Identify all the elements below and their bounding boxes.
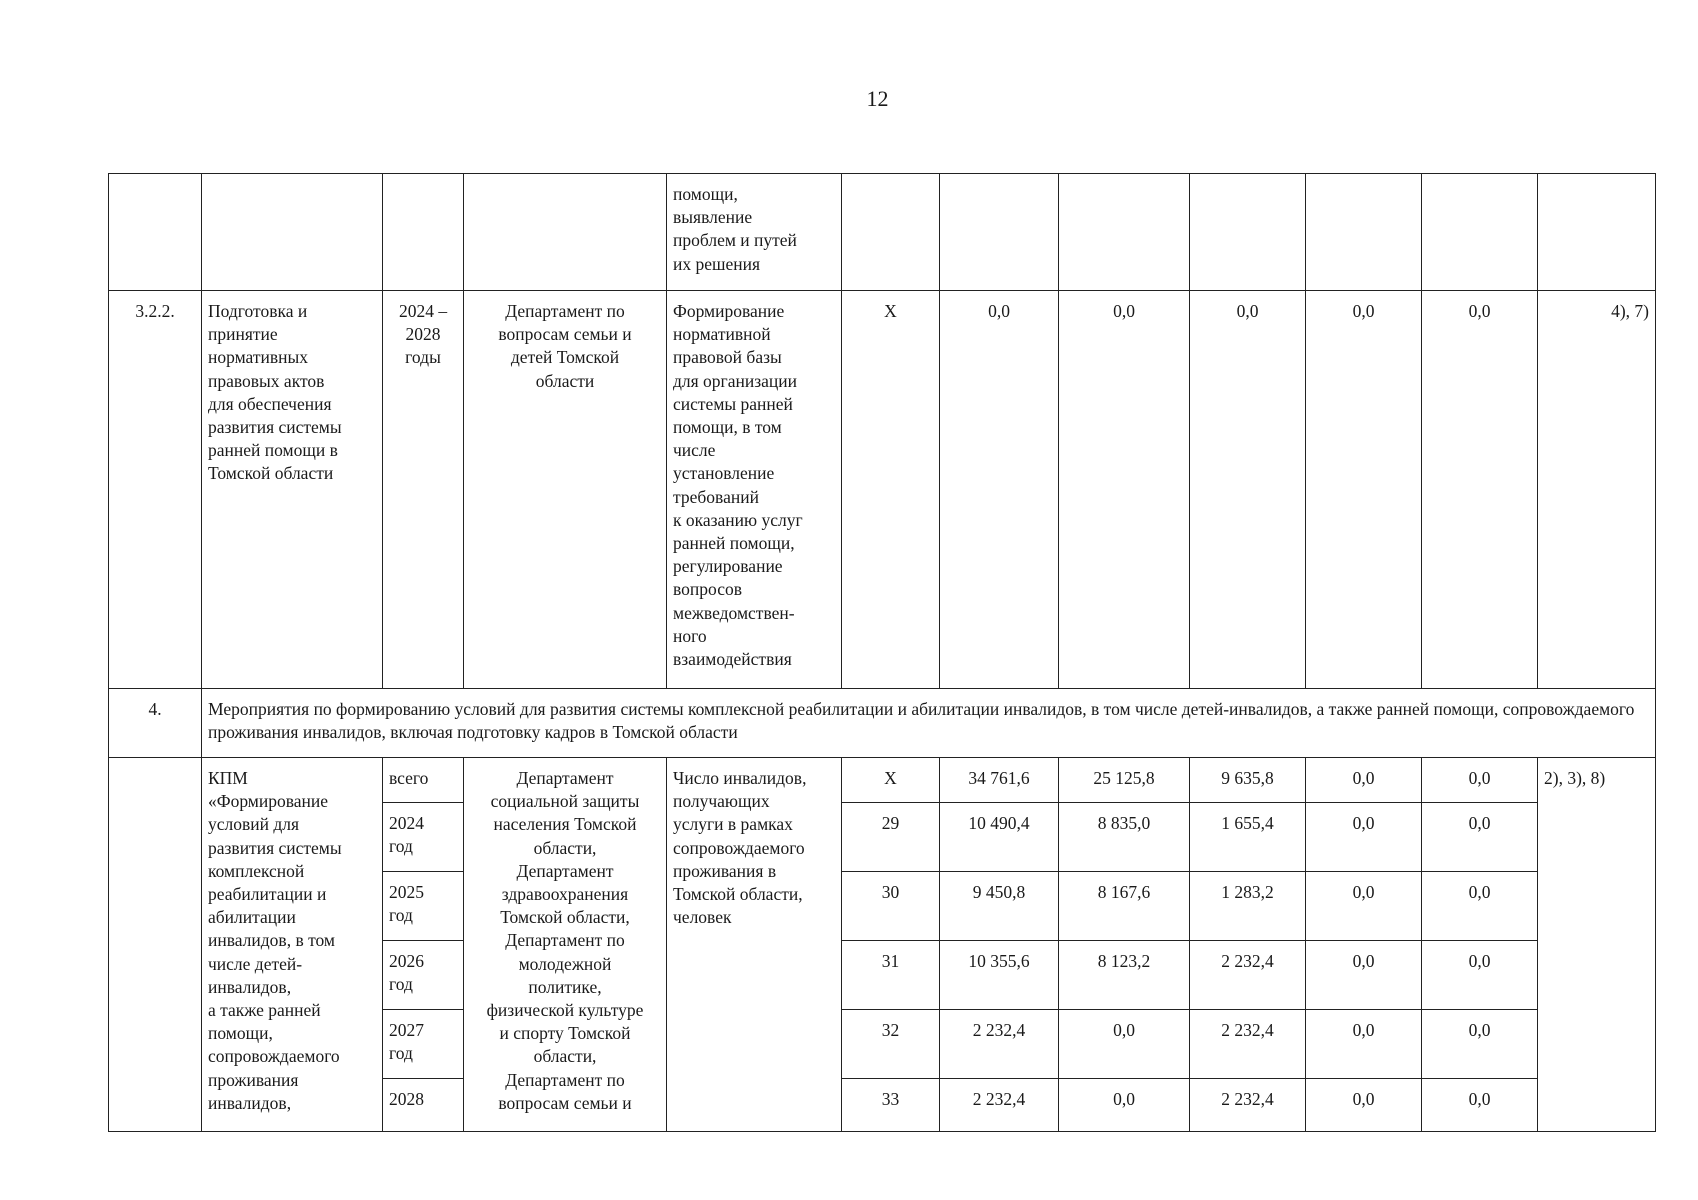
- period-cell: 2027 год: [383, 1010, 464, 1079]
- table-row-continuation: [109, 174, 1656, 291]
- indicator-cell: 30: [842, 872, 940, 941]
- period-cell: 2025 год: [383, 872, 464, 941]
- other-cell: 0,0: [1422, 941, 1538, 1010]
- table-row-section-4: [109, 689, 1656, 758]
- cell-empty: [109, 174, 202, 291]
- total-cell: 0,0: [940, 291, 1059, 689]
- federal-cell: 25 125,8: [1059, 758, 1190, 803]
- table-row-kpm-total: [109, 758, 1656, 803]
- kpm-name: КПМ «Формирование условий для развития системы комплексной реабилитации и абилитации инвалидов, в том числе детей- инвалидов, а также ранней помощи, сопровождаемого проживания инвалидов,: [202, 758, 383, 1132]
- local-cell: 0,0: [1306, 291, 1422, 689]
- federal-cell: 8 123,2: [1059, 941, 1190, 1010]
- period-cell: 2026 год: [383, 941, 464, 1010]
- other-cell: 0,0: [1422, 1010, 1538, 1079]
- local-cell: 0,0: [1306, 941, 1422, 1010]
- local-cell: 0,0: [1306, 872, 1422, 941]
- cell-empty: [1059, 174, 1190, 291]
- period-cell: 2024 – 2028 годы: [383, 291, 464, 689]
- total-cell: 34 761,6: [940, 758, 1059, 803]
- local-cell: 0,0: [1306, 758, 1422, 803]
- indicator-cell: X: [842, 291, 940, 689]
- cell-empty: [464, 174, 667, 291]
- federal-cell: 0,0: [1059, 1010, 1190, 1079]
- regional-cell: 2 232,4: [1190, 1010, 1306, 1079]
- kpm-executor: Департамент социальной защиты населения Томской области, Департамент здравоохранения Томской области, Департамент по молодежной политике, физической культуре и спорту Томской области, Департамент по вопросам семьи и: [464, 758, 667, 1132]
- row-number: 3.2.2.: [109, 291, 202, 689]
- regional-cell: 0,0: [1190, 291, 1306, 689]
- local-cell: 0,0: [1306, 1079, 1422, 1132]
- regional-cell: 2 232,4: [1190, 1079, 1306, 1132]
- kpm-notes: 2), 3), 8): [1538, 758, 1656, 1132]
- period-cell: всего: [383, 758, 464, 803]
- other-cell: 0,0: [1422, 758, 1538, 803]
- total-cell: 10 355,6: [940, 941, 1059, 1010]
- cell-empty: [202, 174, 383, 291]
- regional-cell: 9 635,8: [1190, 758, 1306, 803]
- local-cell: 0,0: [1306, 1010, 1422, 1079]
- cell-empty: [383, 174, 464, 291]
- total-cell: 10 490,4: [940, 803, 1059, 872]
- other-cell: 0,0: [1422, 1079, 1538, 1132]
- indicator-cell: 29: [842, 803, 940, 872]
- indicator-cell: 31: [842, 941, 940, 1010]
- regional-cell: 1 283,2: [1190, 872, 1306, 941]
- page-number: 12: [866, 86, 889, 111]
- section-number: 4.: [109, 689, 202, 758]
- period-cell: 2028: [383, 1079, 464, 1132]
- period-cell: 2024 год: [383, 803, 464, 872]
- other-cell: 0,0: [1422, 872, 1538, 941]
- total-cell: 2 232,4: [940, 1010, 1059, 1079]
- result-cell: помощи, выявление проблем и путей их решения: [667, 174, 842, 291]
- kpm-result: Число инвалидов, получающих услуги в рамках сопровождаемого проживания в Томской области, человек: [667, 758, 842, 1132]
- other-cell: 0,0: [1422, 803, 1538, 872]
- cell-empty: [109, 758, 202, 1132]
- section-title: Мероприятия по формированию условий для развития системы комплексной реабилитации и абилитации инвалидов, в том числе детей-инвалидов, а также ранней помощи, сопровождаемого проживания инвалидов, включая подготовку кадров в Томской области: [202, 689, 1656, 758]
- indicator-cell: X: [842, 758, 940, 803]
- executor-cell: Департамент по вопросам семьи и детей Томской области: [464, 291, 667, 689]
- cell-empty: [842, 174, 940, 291]
- program-table: [108, 173, 1656, 1132]
- total-cell: 2 232,4: [940, 1079, 1059, 1132]
- cell-empty: [1306, 174, 1422, 291]
- indicator-cell: 33: [842, 1079, 940, 1132]
- federal-cell: 8 167,6: [1059, 872, 1190, 941]
- total-cell: 9 450,8: [940, 872, 1059, 941]
- table-row-3-2-2: [109, 291, 1656, 689]
- cell-empty: [1190, 174, 1306, 291]
- federal-cell: 0,0: [1059, 291, 1190, 689]
- federal-cell: 0,0: [1059, 1079, 1190, 1132]
- other-cell: 0,0: [1422, 291, 1538, 689]
- notes-cell: 4), 7): [1538, 291, 1656, 689]
- activity-name: Подготовка и принятие нормативных правовых актов для обеспечения развития системы ранней помощи в Томской области: [202, 291, 383, 689]
- federal-cell: 8 835,0: [1059, 803, 1190, 872]
- indicator-cell: 32: [842, 1010, 940, 1079]
- cell-empty: [1422, 174, 1538, 291]
- cell-empty: [1538, 174, 1656, 291]
- regional-cell: 1 655,4: [1190, 803, 1306, 872]
- cell-empty: [940, 174, 1059, 291]
- result-cell: Формирование нормативной правовой базы для организации системы ранней помощи, в том числе установление требований к оказанию услуг ранней помощи, регулирование вопросов межведомствен- ного взаимодействия: [667, 291, 842, 689]
- regional-cell: 2 232,4: [1190, 941, 1306, 1010]
- local-cell: 0,0: [1306, 803, 1422, 872]
